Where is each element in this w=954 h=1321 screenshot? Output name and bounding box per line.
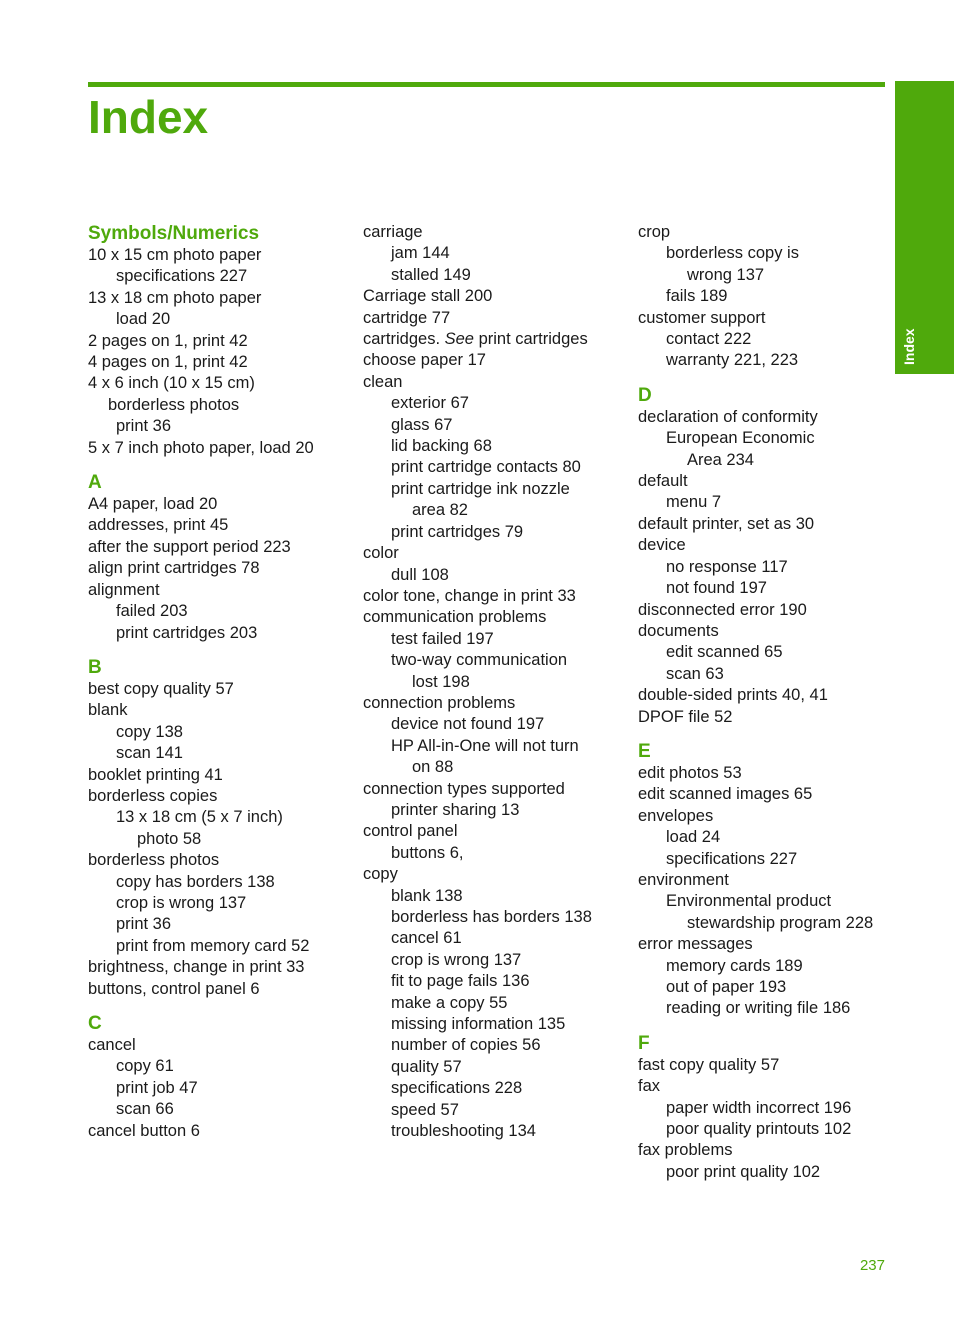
index-subentry: specifications 227 bbox=[666, 849, 798, 868]
index-subentry: copy 61 bbox=[116, 1057, 174, 1076]
index-entry: fax problems bbox=[638, 1141, 733, 1160]
index-subentry: wrong 137 bbox=[687, 265, 765, 284]
index-column-2 bbox=[363, 222, 623, 1142]
index-subentry: stalled 149 bbox=[391, 265, 471, 284]
index-subentry: quality 57 bbox=[391, 1057, 462, 1076]
index-subentry: crop is wrong 137 bbox=[116, 893, 247, 912]
index-entry: 10 x 15 cm photo paper bbox=[88, 246, 262, 264]
index-subentry: load 20 bbox=[116, 310, 171, 329]
section-header: B bbox=[88, 656, 102, 678]
index-entry: error messages bbox=[638, 935, 753, 954]
index-subentry: printer sharing 13 bbox=[391, 800, 520, 819]
index-subentry: Environmental product bbox=[666, 892, 832, 911]
index-section bbox=[88, 1012, 348, 1142]
index-section bbox=[638, 1032, 898, 1183]
index-subentry: edit scanned 65 bbox=[666, 643, 783, 662]
index-section bbox=[638, 384, 898, 728]
section-header: E bbox=[638, 740, 651, 762]
page-number: 237 bbox=[859, 1257, 885, 1274]
index-entry: blank bbox=[88, 701, 128, 720]
index-entry: booklet printing 41 bbox=[88, 765, 223, 784]
index-subentry: crop is wrong 137 bbox=[391, 950, 522, 969]
index-entry: 2 pages on 1, print 42 bbox=[88, 331, 248, 350]
index-entry: addresses, print 45 bbox=[88, 516, 229, 535]
index-subentry: make a copy 55 bbox=[391, 993, 508, 1012]
index-entry: borderless copies bbox=[88, 786, 218, 805]
section-header: Symbols/Numerics bbox=[88, 223, 260, 244]
side-tab-label: Index bbox=[901, 328, 917, 365]
index-subentry: print 36 bbox=[116, 417, 172, 436]
index-subentry: 13 x 18 cm (5 x 7 inch) bbox=[116, 808, 283, 827]
index-subentry: scan 141 bbox=[116, 744, 183, 763]
index-subentry: warranty 221, 223 bbox=[666, 351, 799, 370]
index-entry: edit photos 53 bbox=[638, 763, 742, 782]
index-entry: cartridge 77 bbox=[363, 308, 451, 327]
index-subentry: specifications 227 bbox=[116, 267, 248, 286]
index-entry: connection types supported bbox=[363, 779, 565, 798]
index-subentry: out of paper 193 bbox=[666, 978, 787, 996]
index-subentry: dull 108 bbox=[391, 565, 449, 584]
index-entry: color tone, change in print 33 bbox=[363, 586, 576, 605]
index-subentry: paper width incorrect 196 bbox=[666, 1098, 852, 1117]
index-entry: fax bbox=[638, 1077, 661, 1096]
index-subentry: scan 66 bbox=[116, 1100, 174, 1119]
index-entry: disconnected error 190 bbox=[638, 600, 807, 619]
index-entry: copy bbox=[363, 865, 398, 884]
index-subentry: speed 57 bbox=[391, 1100, 459, 1119]
index-entry: clean bbox=[363, 372, 403, 391]
index-subentry: print job 47 bbox=[116, 1078, 198, 1097]
index-subentry: test failed 197 bbox=[391, 629, 494, 648]
index-subentry: European Economic bbox=[666, 429, 815, 448]
index-subentry: contact 222 bbox=[666, 330, 752, 349]
index-subentry: borderless has borders 138 bbox=[391, 908, 592, 926]
index-subentry: fails 189 bbox=[666, 287, 728, 306]
index-subentry: scan 63 bbox=[666, 664, 724, 683]
index-entry: cartridges. See print cartridges bbox=[363, 330, 588, 349]
index-subentry: borderless copy is bbox=[666, 244, 799, 263]
index-subentry: missing information 135 bbox=[391, 1015, 566, 1034]
index-subentry: print cartridge ink nozzle bbox=[391, 479, 570, 498]
index-entry: Carriage stall 200 bbox=[363, 287, 493, 306]
section-header: A bbox=[88, 472, 102, 494]
index-subentry: HP All-in-One will not turn bbox=[391, 736, 579, 755]
index-subentry: load 24 bbox=[666, 828, 721, 847]
index-entry: cancel bbox=[88, 1036, 136, 1054]
index-entry: fast copy quality 57 bbox=[638, 1055, 780, 1074]
index-subentry: cancel 61 bbox=[391, 929, 462, 948]
index-subentry: failed 203 bbox=[116, 602, 188, 621]
index-entry: 4 x 6 inch (10 x 15 cm) bbox=[88, 374, 255, 393]
index-subentry: fit to page fails 136 bbox=[391, 972, 530, 991]
index-section bbox=[88, 222, 348, 459]
index-subentry: buttons 6, bbox=[391, 843, 464, 862]
page-title: Index bbox=[88, 91, 209, 143]
index-subentry: lost 198 bbox=[412, 672, 470, 691]
index-subentry: troubleshooting 134 bbox=[391, 1122, 536, 1141]
index-entry: control panel bbox=[363, 822, 458, 841]
section-header: D bbox=[638, 384, 652, 406]
index-entry: device bbox=[638, 536, 686, 555]
index-subentry: copy 138 bbox=[116, 722, 183, 741]
index-entry: cancel button 6 bbox=[88, 1121, 200, 1140]
index-entry: best copy quality 57 bbox=[88, 679, 234, 698]
index-subentry: exterior 67 bbox=[391, 394, 469, 413]
index-subentry: Area 234 bbox=[687, 450, 754, 469]
index-subentry: print cartridge contacts 80 bbox=[391, 458, 581, 477]
index-subentry: print 36 bbox=[116, 915, 172, 934]
index-subentry: poor quality printouts 102 bbox=[666, 1120, 852, 1139]
index-entry: align print cartridges 78 bbox=[88, 559, 260, 578]
index-entry: choose paper 17 bbox=[363, 351, 486, 370]
index-entry: default bbox=[638, 472, 688, 491]
index-subentry: memory cards 189 bbox=[666, 956, 803, 975]
index-entry: after the support period 223 bbox=[88, 537, 291, 556]
index-entry: color bbox=[363, 544, 399, 563]
index-entry: documents bbox=[638, 621, 719, 640]
index-subentry: blank 138 bbox=[391, 886, 463, 905]
index-section bbox=[363, 222, 623, 1142]
index-entry: 13 x 18 cm photo paper bbox=[88, 288, 262, 307]
index-subentry: jam 144 bbox=[391, 244, 450, 263]
index-subentry: borderless photos bbox=[108, 395, 240, 414]
index-entry: A4 paper, load 20 bbox=[88, 495, 218, 514]
index-entry: carriage bbox=[363, 223, 423, 241]
index-entry: double-sided prints 40, 41 bbox=[638, 686, 828, 705]
index-subentry: photo 58 bbox=[137, 829, 202, 848]
index-subentry: reading or writing file 186 bbox=[666, 999, 851, 1018]
index-entry: DPOF file 52 bbox=[638, 707, 733, 726]
index-entry: 4 pages on 1, print 42 bbox=[88, 353, 248, 372]
index-section bbox=[88, 656, 348, 1000]
index-entry: envelopes bbox=[638, 806, 714, 825]
index-entry: buttons, control panel 6 bbox=[88, 979, 260, 998]
top-rule bbox=[88, 82, 885, 87]
index-column-1 bbox=[88, 222, 348, 1142]
index-subentry: device not found 197 bbox=[391, 715, 545, 734]
index-subentry: area 82 bbox=[412, 501, 468, 520]
index-subentry: copy has borders 138 bbox=[116, 872, 275, 891]
section-header: F bbox=[638, 1032, 650, 1054]
index-subentry: poor print quality 102 bbox=[666, 1162, 821, 1181]
index-entry: edit scanned images 65 bbox=[638, 785, 813, 804]
index-subentry: no response 117 bbox=[666, 557, 788, 576]
index-entry: 5 x 7 inch photo paper, load 20 bbox=[88, 438, 314, 457]
section-header: C bbox=[88, 1013, 102, 1034]
index-subentry: two-way communication bbox=[391, 651, 568, 670]
index-subentry: on 88 bbox=[412, 758, 454, 777]
index-entry: brightness, change in print 33 bbox=[88, 958, 305, 977]
index-subentry: glass 67 bbox=[391, 415, 453, 434]
index-entry: customer support bbox=[638, 308, 766, 327]
index-section bbox=[638, 740, 898, 1020]
index-entry: default printer, set as 30 bbox=[638, 514, 815, 533]
index-subentry: print from memory card 52 bbox=[116, 936, 310, 955]
index-column-3 bbox=[638, 222, 898, 1183]
index-subentry: print cartridges 203 bbox=[116, 623, 258, 642]
index-entry: declaration of conformity bbox=[638, 407, 818, 426]
index-section bbox=[638, 222, 898, 372]
index-entry: connection problems bbox=[363, 693, 516, 712]
index-subentry: menu 7 bbox=[666, 493, 722, 512]
index-entry: crop bbox=[638, 223, 671, 241]
index-subentry: lid backing 68 bbox=[391, 437, 492, 456]
index-subentry: number of copies 56 bbox=[391, 1036, 541, 1055]
index-entry: environment bbox=[638, 870, 729, 889]
index-subentry: stewardship program 228 bbox=[687, 913, 874, 932]
index-subentry: specifications 228 bbox=[391, 1079, 523, 1098]
index-section bbox=[88, 471, 348, 644]
index-entry: borderless photos bbox=[88, 851, 220, 870]
index-entry: alignment bbox=[88, 580, 160, 599]
index-subentry: not found 197 bbox=[666, 579, 767, 598]
index-entry: communication problems bbox=[363, 608, 547, 627]
index-subentry: print cartridges 79 bbox=[391, 522, 524, 541]
